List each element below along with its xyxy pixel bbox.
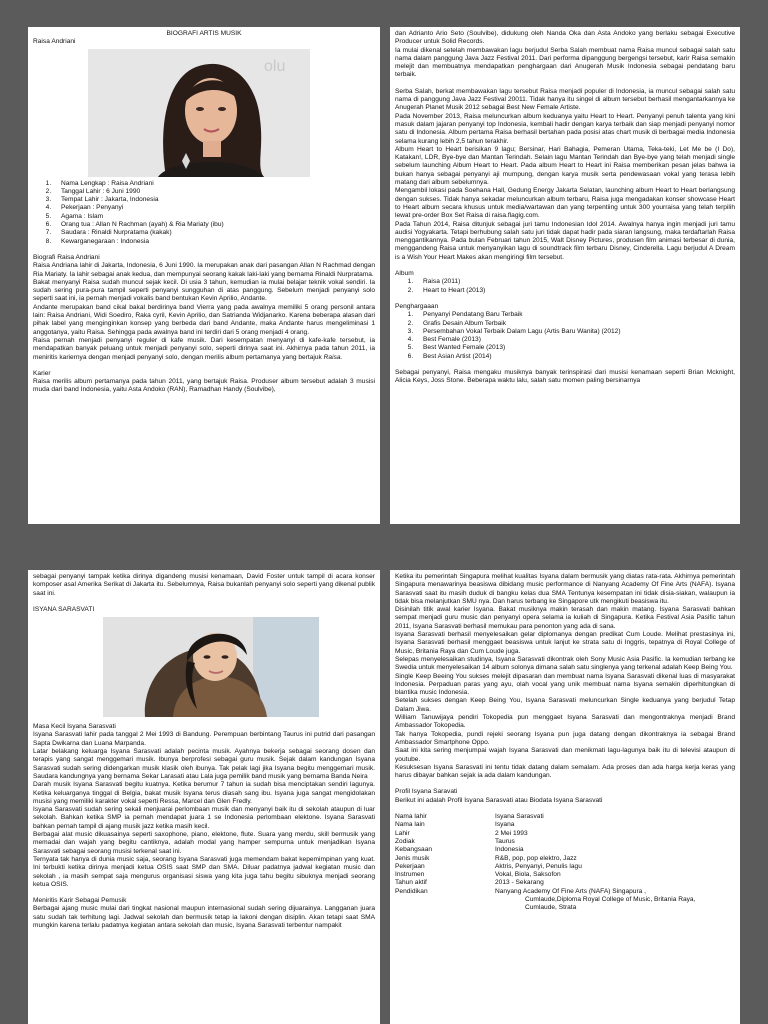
paragraph: Ketika itu pemerintah Singapura melihat kualitas Isyana dalam bermusik yang diatas rata-rata. Akhirnya pemerintah Singapura menawarinya beasiswa dibidang music performance di Nanyang Academy Of Fine Arts (NAFA). Isyana Sarasvati saat itu masih duduk di bangku kelas dua SMA Tentunya kesempatan ini tidak disia-siakan, walaupun ia tidak bisa melanjutkan SMU nya. Dan harus terbang ke Singapore utk mengikuti beasiswa itu.: [395, 573, 735, 605]
paragraph: Andante merupakan band cikal bakal berdirinya band Vierra yang pada awalnya memiliki 5 orang personil antara lain: Raisa Andriani, Widi Soediro, Raka cyril, Kevin Aprilio, dan Satrianda Widjanarko. Karena beberapa alasan dari pihak label yang menginginkan konsep yang berbeda dari band Andante, maka Andante harus mengeliminasi 1 anggotanya, yaitu Raisa. Sehingga pada awalnya band ini terdiri dari 5 orang menjadi 4 orang.: [33, 303, 375, 336]
list-item: 2. Tanggal Lahir : 6 Juni 1990: [53, 188, 375, 196]
list-item: 1. Nama Lengkap : Raisa Andriani: [53, 180, 375, 188]
paragraph: Raisa Andriana lahir di Jakarta, Indonesia, 6 Juni 1990. Ia merupakan anak dari pasangan Allan N Rachmad dengan Ria Mariaty. Ia lahir sebagai anak kedua, dan mempunyai seorang kakak laki-laki yang bernama Rinaldi Nurpratama.: [33, 262, 375, 278]
table-row: [395, 846, 735, 854]
page-3-column: [33, 573, 375, 930]
isyana-photo: [103, 617, 319, 717]
section-heading: ISYANA SARASVATI: [33, 605, 95, 613]
section-heading: Karier: [33, 369, 51, 377]
profile-value: 2 Mei 1993: [495, 829, 528, 837]
list-item: 8. Kewarganegaraan : Indonesia: [53, 238, 375, 246]
list-item: 6. Orang tua : Allan N Rachman (ayah) & Ria Mariaty (ibu): [53, 221, 375, 229]
profile-value: Isyana: [495, 821, 515, 829]
profile-intro: Berikut ini adalah Profil Isyana Sarasvati atau Biodata Isyana Sarasvati: [395, 796, 603, 804]
paragraph: Ternyata tak hanya di dunia music saja, seorang Isyana Sarasvati juga memendam bakat kepemimpinan yang kuat. Ini terbukti ketika dirinya menjadi ketua OSIS saat SMP dan SMA. Diluar padatnya jadwal kegiatan music dan sekolah , ia masih sempat saja mengurus organisasi siswa yang kita juga tahu begitu sibuknya menjadi seorang ketua OSIS.: [33, 855, 375, 888]
paragraph: Album Heart to Heart berisikan 9 lagu; Bersinar, Hari Bahagia, Pemeran Utama, Teka-teki, Let Me be (I Do), Katakan!, LDR, Bye-bye dan Mantan Terindah. Selain lagu Mantan Terindah dan Bye-bye yang telah menjadi single sebelum launching Album Heart to Heart. Pada album Heart to Heart ini Raisa memberikan pesan jelas bahwa ia bukan hanya sebagai penyanyi aji mumpung, dengan karya musik serta pendewasaan vokal yang terasa lebih matang dari album sebelumnya.: [395, 145, 735, 187]
section-heading: Meniritis Karir Sebagai Pemusik: [33, 897, 127, 905]
section-heading: Penghargaaan: [395, 302, 439, 310]
page-4-column: [395, 573, 735, 913]
list-item: 5. Agama : Islam: [53, 213, 375, 221]
page-1: [28, 27, 380, 524]
paragraph: Tak hanya Tokopedia, pundi rejeki seorang Isyana pun juga datang dengan dikontraknya ia sebagai Brand Ambassador Smartphone Oppo.: [395, 730, 735, 746]
paragraph: Pada November 2013, Raisa meluncurkan album keduanya yaitu Heart to Heart. Penyanyi penuh talenta yang kini masuk dalam jajaran penyanyi top Indonesia, kembali hadir dengan karya terbaik dan siap menjadi penyanyi nomor satu di Indonesia. Album pertama Raisa berhasil bertahan pada posisi atas chart musik di berbagai media Indonesia selama kurang lebih 2,5 tahun terakhir.: [395, 112, 735, 145]
table-row: [395, 813, 735, 821]
paragraph: Kesuksesan Isyana Sarasvati ini tentu tidak datang dalam semalam. Ada proses dan ada harga kerja keras yang harus dibayar bahkan sejak ia ada dalam kandungan.: [395, 763, 735, 780]
paragraph: Sebagai penyanyi, Raisa mengaku musiknya banyak terinspirasi dari musisi kenamaan seperti Brian Mcknight, Alicia Keys, Joss Stone. Beberapa waktu lalu, salah satu momen paling bersinarnya: [395, 368, 735, 385]
profile-value: Vokal, Biola, Saksofon: [495, 871, 561, 879]
document-title: BIOGRAFI ARTIS MUSIK: [166, 30, 242, 37]
table-row: [395, 896, 735, 904]
page-3: [28, 570, 380, 1024]
table-row: [395, 904, 735, 912]
paragraph: Isyana Sarasvati lahir pada tanggal 2 Mei 1993 di Bandung. Perempuan berbintang Taurus ini putrid dari pasangan Sapta Dwikarna dan Luana Marpanda.: [33, 731, 375, 747]
profile-key: Zodiak: [395, 837, 415, 845]
table-row: [395, 855, 735, 863]
profile-key: Nama lahir: [395, 813, 427, 821]
award-list: [415, 311, 735, 361]
paragraph: Setelah sukses dengan Keep Being You, Isyana Sarasvati meluncurkan Single keduanya yang berjudul Tetap Dalam Jiwa.: [395, 697, 735, 713]
paragraph: Serba Salah, berkat membawakan lagu tersebut Raisa menjadi populer di Indonesia, ia muncul sebagai salah satu nama di panggung Java Jazz Festival 20011. Tidak hanya itu singel di album tersebut berhasil mengantarkannya ke Anugerah Planet Musik 2012 sebagai Best New Female Artiste.: [395, 87, 735, 112]
paragraph: [33, 337, 375, 362]
paragraph: Latar belakang keluarga Isyana Sarasvati adalah pecinta musik. Ayahnya bekerja sebagai seorang dosen dan terapis yang sangat menggemari musik. Ibunya berprofesi sebagai guru musik. Sejak dalam kandungan Isyana Sarasvati sudah sering didengarkan musik klasik oleh ibunya. Tak pelak lagi jika Isyana begitu menggemari musik. Saudara kandungnya yang bernama Sekar Larasati atau Lala juga pemilik band musik yang bernama Banda Neira: [33, 748, 375, 780]
table-row: [395, 863, 735, 871]
paragraph: Darah musik Isyana Sarasvati begitu kuatnya. Ketika berumur 7 tahun ia sudah bisa menciptakan sendiri lagunya. Ketika keluarganya tinggal di Belgia, bakat musik Isyana terus diasah sang ibu. Isyana juga sangat mengidolakan musisi yang memiliki karakter vokal seperti Ressa, Marcel dan Glen Fredly.: [33, 781, 375, 805]
section-heading: Masa Kecil Isyana Sarasvati: [33, 723, 116, 731]
paragraph: Single Keep Beeing You sukses melejit dipasaran dan membuat nama Isyana Sarasvati dikenal luas di masyarakat Indonesia. Perpaduan paras yang ayu, olah vocal yang unik membuat nama Isyana semakin diperhitungkan di blantika music Indonesia.: [395, 672, 735, 697]
page-1-column: [33, 30, 375, 395]
paragraph: Disinilah titik awal karier Isyana. Bakat musiknya makin terasah dan makin matang. Isyana Sarasvati bahkan sempat menjadi guru music dan penyanyi opera selama ia kuliah di Singapura. Ketika Festival Asia Pasific tahun 2011, Isyana Sarasvati berhasil memukau para penonton yang ada di sana.: [395, 606, 735, 630]
list-item: 1. Penyanyi Pendatang Baru Terbaik: [415, 311, 735, 319]
list-item: 6. Best Asian Artist (2014): [415, 353, 735, 361]
section-heading: Biografi Raisa Andriani: [33, 253, 100, 261]
list-item: 2. Heart to Heart (2013): [415, 287, 735, 295]
profile-value: 2013 - Sekarang: [495, 879, 544, 887]
paragraph-emphasis: Raisa.: [323, 353, 343, 361]
section-heading: Album: [395, 270, 414, 278]
paragraph: Berbagai ajang music mulai dari tingkat nasional maupun internasional sudah sering dijuarainya. Langganan juara satu sudah tak terhitung lagi. Jadwal sekolah dan bermusik tetap ia lakoni dengan disiplin. Akan tetapi saat SMA mungkin karena terlalu padatnya kegiatan antara sekolah dan music, Isyana Sarasvati terbentur nampakit: [33, 905, 375, 930]
list-item: 3. Tempat Lahir : Jakarta, Indonesia: [53, 196, 375, 204]
raisa-portrait-illustration: [88, 49, 310, 177]
artist-name: Raisa Andriani: [33, 38, 76, 46]
paragraph: Selepas menyelesaikan studinya, Isyana Sarasvati dikontrak oleh Sony Music Asia Pasific. Ia kemudian terbang ke Swedia untuk menyelesaikan 14 album solonya dimana salah satu singlenya yang terkenal adalah Keep Being You.: [395, 655, 735, 672]
table-row: [395, 821, 735, 829]
profile-key: Jenis musik: [395, 854, 430, 862]
paragraph: Isyana Sarasvati sudah sering sekali menjuarai perlombaan musik dan menyanyi baik itu di sekolah ataupun di luar sekolah. Bahkan ketika SMP ia pernah mendapat juara 1 se Indonesia perlombaan elektone. Isyana Sarasvati bahkan pernah tampil di ajang musik jazz ketika masih kecil.: [33, 806, 375, 830]
list-item: 3. Persembahan Vokal Terbaik Dalam Lagu (Artis Baru Wanita) (2012): [415, 328, 735, 336]
svg-text:olu: olu: [264, 57, 286, 75]
paragraph: dan Adrianto Ario Seto (Soulvibe), didukung oleh Nanda Oka dan Asta Andoko yang berlaku sebagai Executive Producer untuk Solid Records.: [395, 30, 735, 46]
album-list: [415, 278, 735, 295]
profile-value: Aktris, Penyanyi, Penulis lagu: [495, 862, 582, 870]
paragraph: Berbagai alat music dikuasainya seperti saxophone, piano, elektone, flute. Suara yang merdu, skill bermusik yang memadai dan wajah yang begitu cantiknya, adalah modal yang hamper sempurna untuk menjadikan Isyana Sarasvati sebagai seorang musisi terkenal saat ini.: [33, 831, 375, 855]
raisa-photo: [88, 49, 310, 177]
profile-value-continued: Cumlaude,Diploma Royal College of Music, Britania Raya,: [525, 895, 696, 903]
table-row: [395, 888, 735, 896]
table-row: [395, 879, 735, 887]
profile-key: Kebangsaan: [395, 846, 433, 854]
list-item: 5. Best Wanted Female (2013): [415, 344, 735, 352]
paragraph: Mengambil lokasi pada Soehana Hall, Gedung Energy Jakarta Selatan, launching album Heart to Heart berlangsung dengan sukses. Tidak hanya sekadar meluncurkan album terbaru, Raisa juga mengadakan konser showcase Heart to Heart album secara khusus untuk media/wartawan dan yang terpentiing untuk 300 yourraisa yang telah terpilih lewat pre-order Box Set Raisa di raisa.flagig.com.: [395, 187, 735, 220]
list-item: 4. Best Female (2013): [415, 336, 735, 344]
list-item: 4. Pekerjaan : Penyanyi: [53, 204, 375, 212]
profile-key: Tahun aktif: [395, 879, 427, 887]
paragraph: sebagai penyanyi tampak ketika dirinya digandeng musisi kenamaan, David Foster untuk tampil di acara konser komposer asal Amerika Serikat di Jakarta itu. Sebelumnya, Raisa bukanlah penyanyi solo seperti yang dikenal publik saat ini.: [33, 573, 375, 597]
page-4: [390, 570, 740, 1024]
table-row: [395, 838, 735, 846]
profile-key: Pekerjaan: [395, 862, 425, 870]
profile-value: Isyana Sarasvati: [495, 813, 544, 821]
profile-value: Indonesia: [495, 846, 524, 854]
profile-key: Pendidikan: [395, 887, 428, 895]
table-row: [395, 871, 735, 879]
profile-value: R&B, pop, pop elektro, Jazz: [495, 854, 577, 862]
paragraph: Pada Tahun 2014, Raisa ditunjuk sebagai juri tamu Indonesian Idol 2014. Awalnya hanya ingin menjadi juri tamu audisi Yogyakarta. Tetapi berhubung salah satu juri tidak dapat hadir pada siaran langsung, maka terdaftarlah Raisa menggantikannya. Pada bulan Februari tahun 2015, Walt Disney Pictures, produsen film animasi terbesar di dunia, menggandeng Raisa untuk menyanyikan lagu di soundtrack film terbaru Disney, Cinderella. Lagu berjudul A Dream is a Wish Your Heart Makes akan mengiringi film tersebut.: [395, 220, 735, 261]
list-item: 7. Saudara : Rinaldi Nurpratama (kakak): [53, 229, 375, 237]
section-heading: Profil Isyana Saravati: [395, 788, 458, 796]
paragraph: William Tanuwijaya pendiri Tokopedia pun menggaet Isyana Sarasvati dan mengontraknya menjadi Brand Ambassador Tokopedia.: [395, 714, 735, 730]
paragraph: Isyana Sarasvati berhasil menyelesaikan gelar diplomanya dengan predikat Cum Loude. Melihat prestasinya ini, Isyana Sarasvati berhasil menggaet beasiswa untuk lanjut ke strata satu di Inggris, tepatnya di Royal College of Music, Britania Raya dan Cum Loude juga.: [395, 631, 735, 655]
raisa-facts-list: [53, 180, 375, 246]
profile-table: [395, 813, 735, 913]
paragraph: Ia mulai dikenal setelah membawakan lagu berjudul Serba Salah membuat nama Raisa muncul sebagai salah satu nama dalam panggung Java Jazz Festival 2011. Dari performa dipanggung bergengsi tersebut, karir Raisa semakin melejit dan membuatnya mendapatkan penghargaan dari Anugerah Musik Indonesia sebagai pendatang baru terbaik.: [395, 46, 735, 79]
paragraph-text: Raisa pernah menjadi penyanyi reguler di kafe musik. Dari kesempatan menyanyi di kafe-kafe tersebut, ia mendapatkan banyak peluang untuk menjadi penyanyi solo, seperti dirinya saat ini. Akhirnya pada tahun 2011, ia meniritis kariernya dengan menjadi penyanyi solo, dengan merilis album pertamanya yang bertajuk: [33, 336, 375, 361]
profile-key: Lahir: [395, 829, 410, 837]
paragraph: Bakat menyanyi Raisa sudah muncul sejak kecil. Di usia 3 tahun, kemudian ia mulai belajar teknik vokal sendiri. Ia sudah sering pura-pura tampil seperti penyanyi sungguhan di atas panggung. Sebelum menjadi penyanyi solo seperti saat ini, ia pernah menjadi vokalis band bentukan Kevin Aprilio, Andante.: [33, 278, 375, 303]
table-row: [395, 830, 735, 838]
profile-value: Nanyang Academy Of Fine Arts (NAFA) Singapura ,: [495, 887, 646, 895]
profile-key: Instrumen: [395, 871, 425, 879]
isyana-portrait-illustration: [103, 617, 319, 717]
paragraph: Saat ini kita sering menjumpai wajah Isyana Sarasvati dan menikmati lagu-lagunya baik itu di televisi ataupun di youtube.: [395, 747, 735, 763]
list-item: 2. Grafis Desain Album Terbaik: [415, 320, 735, 328]
profile-key: Nama lain: [395, 821, 425, 829]
page-2: [390, 27, 740, 524]
paragraph: Raisa merilis album pertamanya pada tahun 2011, yang bertajuk Raisa. Produser album tersebut adalah 3 musisi muda dari band Indonesia, yaitu Asta Andoko (RAN), Ramadhan Handy (Soulvibe),: [33, 378, 375, 394]
page-2-column: [395, 30, 735, 386]
list-item: 1. Raisa (2011): [415, 278, 735, 286]
profile-value: Taurus: [495, 837, 515, 845]
profile-value-continued: Cumlaude, Strata: [525, 904, 577, 912]
